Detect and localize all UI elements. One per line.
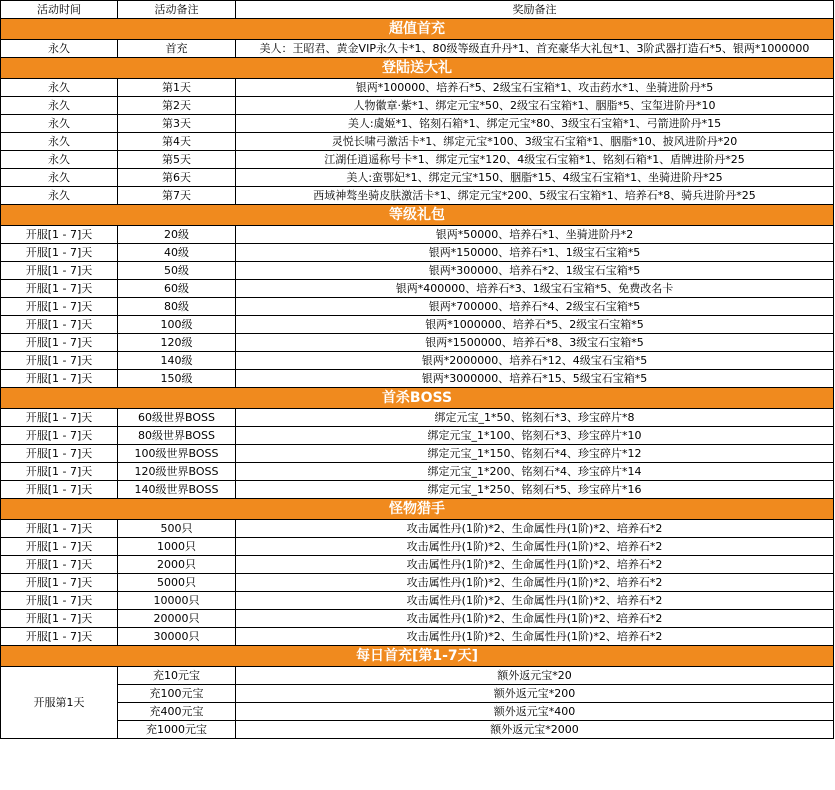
activity-note-cell[interactable]: 500只 (118, 520, 236, 538)
activity-note-cell[interactable]: 60级世界BOSS (118, 409, 236, 427)
table-row (1, 40, 834, 58)
section-title[interactable]: 怪物猎手 (1, 499, 834, 520)
activity-time-cell[interactable]: 开服[1 - 7]天 (1, 370, 118, 388)
activity-note-cell[interactable]: 10000只 (118, 592, 236, 610)
table-row (1, 667, 834, 685)
activity-time-cell[interactable]: 开服[1 - 7]天 (1, 445, 118, 463)
activity-note-cell[interactable]: 首充 (118, 40, 236, 58)
section-header-row (1, 646, 834, 667)
table-row (1, 574, 834, 592)
activity-note-cell[interactable]: 充400元宝 (118, 703, 236, 721)
table-row (1, 262, 834, 280)
rewards-table-body (1, 1, 834, 739)
table-row (1, 721, 834, 739)
table-row (1, 115, 834, 133)
reward-cell[interactable]: 银两*150000、培养石*1、1级宝石宝箱*5 (236, 244, 834, 262)
activity-note-cell[interactable]: 100级 (118, 316, 236, 334)
activity-note-cell[interactable]: 20级 (118, 226, 236, 244)
activity-note-cell[interactable]: 第7天 (118, 187, 236, 205)
table-row (1, 409, 834, 427)
table-row (1, 169, 834, 187)
table-row (1, 445, 834, 463)
activity-note-cell[interactable]: 第4天 (118, 133, 236, 151)
activity-time-cell[interactable]: 开服[1 - 7]天 (1, 556, 118, 574)
activity-time-cell[interactable]: 开服[1 - 7]天 (1, 574, 118, 592)
activity-note-cell[interactable]: 140级 (118, 352, 236, 370)
reward-cell[interactable]: 攻击属性丹(1阶)*2、生命属性丹(1阶)*2、培养石*2 (236, 556, 834, 574)
activity-time-cell[interactable]: 开服[1 - 7]天 (1, 463, 118, 481)
reward-cell[interactable]: 银两*100000、培养石*5、2级宝石宝箱*1、攻击药水*1、坐骑进阶丹*5 (236, 79, 834, 97)
table-row (1, 226, 834, 244)
activity-time-cell[interactable]: 永久 (1, 79, 118, 97)
activity-note-cell[interactable]: 120级世界BOSS (118, 463, 236, 481)
reward-cell[interactable]: 绑定元宝_1*200、铭刻石*4、珍宝碎片*14 (236, 463, 834, 481)
activity-note-cell[interactable]: 第6天 (118, 169, 236, 187)
activity-time-cell[interactable]: 开服[1 - 7]天 (1, 226, 118, 244)
table-row (1, 685, 834, 703)
table-row (1, 151, 834, 169)
table-row (1, 334, 834, 352)
section-header-row (1, 19, 834, 40)
table-row (1, 427, 834, 445)
activity-note-cell[interactable]: 80级 (118, 298, 236, 316)
activity-note-cell[interactable]: 120级 (118, 334, 236, 352)
table-row (1, 316, 834, 334)
reward-cell[interactable]: 江湖任逍遥称号卡*1、绑定元宝*120、4级宝石宝箱*1、铭刻石箱*1、盾牌进阶丹*25 (236, 151, 834, 169)
activity-note-cell[interactable]: 5000只 (118, 574, 236, 592)
activity-note-cell[interactable]: 充10元宝 (118, 667, 236, 685)
reward-cell[interactable]: 攻击属性丹(1阶)*2、生命属性丹(1阶)*2、培养石*2 (236, 520, 834, 538)
activity-time-cell[interactable]: 开服[1 - 7]天 (1, 352, 118, 370)
reward-cell[interactable]: 攻击属性丹(1阶)*2、生命属性丹(1阶)*2、培养石*2 (236, 574, 834, 592)
section-title[interactable]: 每日首充[第1-7天] (1, 646, 834, 667)
section-header-row (1, 499, 834, 520)
reward-cell[interactable]: 银两*50000、培养石*1、坐骑进阶丹*2 (236, 226, 834, 244)
table-row (1, 703, 834, 721)
table-row (1, 592, 834, 610)
section-header-row (1, 205, 834, 226)
activity-note-cell[interactable]: 第3天 (118, 115, 236, 133)
reward-cell[interactable]: 银两*300000、培养石*2、1级宝石宝箱*5 (236, 262, 834, 280)
header-row (1, 1, 834, 19)
section-header-row (1, 58, 834, 79)
activity-time-cell[interactable]: 永久 (1, 187, 118, 205)
reward-cell[interactable]: 攻击属性丹(1阶)*2、生命属性丹(1阶)*2、培养石*2 (236, 610, 834, 628)
activity-time-cell[interactable]: 永久 (1, 115, 118, 133)
header-cell-note[interactable]: 活动备注 (118, 1, 236, 19)
activity-time-cell[interactable]: 开服[1 - 7]天 (1, 538, 118, 556)
activity-note-cell[interactable]: 第1天 (118, 79, 236, 97)
table-row (1, 628, 834, 646)
activity-note-cell[interactable]: 第5天 (118, 151, 236, 169)
activity-time-cell[interactable]: 开服[1 - 7]天 (1, 610, 118, 628)
activity-time-cell[interactable]: 开服第1天 (1, 667, 118, 739)
activity-time-cell[interactable]: 永久 (1, 40, 118, 58)
table-row (1, 79, 834, 97)
activity-note-cell[interactable]: 100级世界BOSS (118, 445, 236, 463)
activity-time-cell[interactable]: 永久 (1, 97, 118, 115)
reward-cell[interactable]: 攻击属性丹(1阶)*2、生命属性丹(1阶)*2、培养石*2 (236, 538, 834, 556)
reward-cell[interactable]: 额外返元宝*20 (236, 667, 834, 685)
activity-time-cell[interactable]: 开服[1 - 7]天 (1, 520, 118, 538)
table-row (1, 556, 834, 574)
reward-cell[interactable]: 银两*1000000、培养石*5、2级宝石宝箱*5 (236, 316, 834, 334)
reward-cell[interactable]: 攻击属性丹(1阶)*2、生命属性丹(1阶)*2、培养石*2 (236, 592, 834, 610)
activity-time-cell[interactable]: 永久 (1, 151, 118, 169)
table-row (1, 538, 834, 556)
reward-cell[interactable]: 美人:虞姬*1、铭刻石箱*1、绑定元宝*80、3级宝石宝箱*1、弓箭进阶丹*15 (236, 115, 834, 133)
reward-cell[interactable]: 绑定元宝_1*50、铭刻石*3、珍宝碎片*8 (236, 409, 834, 427)
reward-cell[interactable]: 额外返元宝*400 (236, 703, 834, 721)
reward-cell[interactable]: 银两*3000000、培养石*15、5级宝石宝箱*5 (236, 370, 834, 388)
table-row (1, 352, 834, 370)
header-cell-time[interactable]: 活动时间 (1, 1, 118, 19)
section-title[interactable]: 等级礼包 (1, 205, 834, 226)
table-row (1, 520, 834, 538)
section-title[interactable]: 首杀BOSS (1, 388, 834, 409)
activity-note-cell[interactable]: 20000只 (118, 610, 236, 628)
table-row (1, 97, 834, 115)
header-cell-reward[interactable]: 奖励备注 (236, 1, 834, 19)
activity-note-cell[interactable]: 充1000元宝 (118, 721, 236, 739)
activity-time-cell[interactable]: 开服[1 - 7]天 (1, 316, 118, 334)
reward-cell[interactable]: 额外返元宝*200 (236, 685, 834, 703)
activity-note-cell[interactable]: 150级 (118, 370, 236, 388)
activity-time-cell[interactable]: 开服[1 - 7]天 (1, 298, 118, 316)
reward-cell[interactable]: 银两*1500000、培养石*8、3级宝石宝箱*5 (236, 334, 834, 352)
reward-cell[interactable]: 人物徽章·紫*1、绑定元宝*50、2级宝石宝箱*1、胭脂*5、宝玺进阶丹*10 (236, 97, 834, 115)
reward-cell[interactable]: 银两*2000000、培养石*12、4级宝石宝箱*5 (236, 352, 834, 370)
table-row (1, 133, 834, 151)
table-row (1, 280, 834, 298)
activity-time-cell[interactable]: 开服[1 - 7]天 (1, 409, 118, 427)
activity-note-cell[interactable]: 50级 (118, 262, 236, 280)
reward-cell[interactable]: 银两*700000、培养石*4、2级宝石宝箱*5 (236, 298, 834, 316)
table-row (1, 244, 834, 262)
table-row (1, 463, 834, 481)
section-header-row (1, 388, 834, 409)
activity-note-cell[interactable]: 80级世界BOSS (118, 427, 236, 445)
reward-cell[interactable]: 攻击属性丹(1阶)*2、生命属性丹(1阶)*2、培养石*2 (236, 628, 834, 646)
activity-note-cell[interactable]: 2000只 (118, 556, 236, 574)
table-row (1, 481, 834, 499)
reward-cell[interactable]: 美人:蛮鄂妃*1、绑定元宝*150、胭脂*15、4级宝石宝箱*1、坐骑进阶丹*25 (236, 169, 834, 187)
section-title[interactable]: 超值首充 (1, 19, 834, 40)
activity-time-cell[interactable]: 永久 (1, 169, 118, 187)
activity-time-cell[interactable]: 开服[1 - 7]天 (1, 334, 118, 352)
activity-note-cell[interactable]: 60级 (118, 280, 236, 298)
reward-cell[interactable]: 绑定元宝_1*100、铭刻石*3、珍宝碎片*10 (236, 427, 834, 445)
activity-note-cell[interactable]: 充100元宝 (118, 685, 236, 703)
activity-note-cell[interactable]: 1000只 (118, 538, 236, 556)
section-title[interactable]: 登陆送大礼 (1, 58, 834, 79)
reward-cell[interactable]: 西域神骜坐骑皮肤激活卡*1、绑定元宝*200、5级宝石宝箱*1、培养石*8、骑兵进阶丹*25 (236, 187, 834, 205)
activity-time-cell[interactable]: 开服[1 - 7]天 (1, 592, 118, 610)
reward-cell[interactable]: 额外返元宝*2000 (236, 721, 834, 739)
activity-note-cell[interactable]: 第2天 (118, 97, 236, 115)
table-row (1, 370, 834, 388)
activity-note-cell[interactable]: 30000只 (118, 628, 236, 646)
activity-note-cell[interactable]: 140级世界BOSS (118, 481, 236, 499)
table-row (1, 187, 834, 205)
activity-time-cell[interactable]: 开服[1 - 7]天 (1, 628, 118, 646)
activity-time-cell[interactable]: 开服[1 - 7]天 (1, 280, 118, 298)
activity-note-cell[interactable]: 40级 (118, 244, 236, 262)
table-row (1, 610, 834, 628)
reward-cell[interactable]: 绑定元宝_1*150、铭刻石*4、珍宝碎片*12 (236, 445, 834, 463)
reward-cell[interactable]: 绑定元宝_1*250、铭刻石*5、珍宝碎片*16 (236, 481, 834, 499)
reward-cell[interactable]: 灵悦长啸弓激活卡*1、绑定元宝*100、3级宝石宝箱*1、胭脂*10、披风进阶丹*20 (236, 133, 834, 151)
activity-time-cell[interactable]: 永久 (1, 133, 118, 151)
activity-time-cell[interactable]: 开服[1 - 7]天 (1, 481, 118, 499)
activity-time-cell[interactable]: 开服[1 - 7]天 (1, 427, 118, 445)
activity-time-cell[interactable]: 开服[1 - 7]天 (1, 262, 118, 280)
table-row (1, 298, 834, 316)
reward-cell[interactable]: 美人：王昭君、黄金VIP永久卡*1、80级等级直升丹*1、首充豪华大礼包*1、3阶武器打造石*5、银两*1000000 (236, 40, 834, 58)
activity-time-cell[interactable]: 开服[1 - 7]天 (1, 244, 118, 262)
reward-cell[interactable]: 银两*400000、培养石*3、1级宝石宝箱*5、免费改名卡 (236, 280, 834, 298)
